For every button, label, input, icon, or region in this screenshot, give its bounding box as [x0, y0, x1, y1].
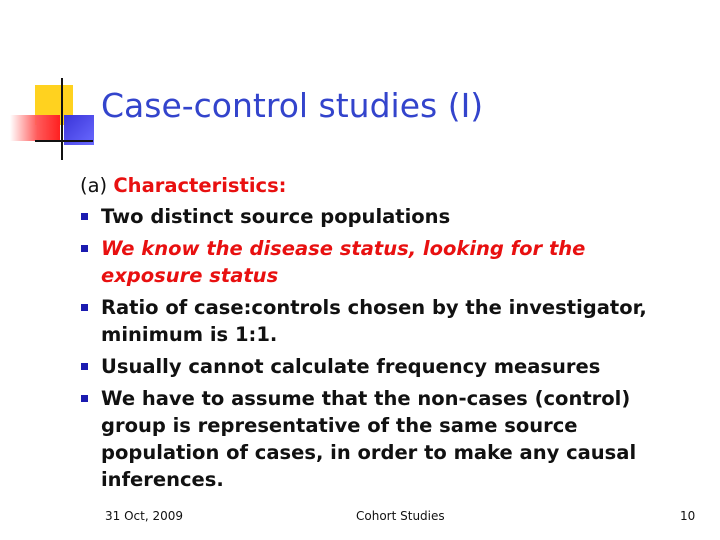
bullet-square-icon	[81, 363, 88, 370]
bullet-square-icon	[81, 213, 88, 220]
bullet-square-icon	[81, 395, 88, 402]
bullet-text: Usually cannot calculate frequency measures	[101, 355, 601, 378]
decor-red-bar	[10, 115, 60, 141]
subheading	[80, 172, 680, 199]
footer-title: Cohort Studies	[356, 509, 445, 523]
subheading-prefix: (a)	[80, 174, 108, 197]
bullet-square-icon	[81, 245, 88, 252]
bullet-square-icon	[81, 304, 88, 311]
decor-horizontal-line	[35, 140, 93, 142]
bullet-text: We know the disease status, looking for the exposure status	[101, 237, 586, 287]
subheading-highlight: Characteristics:	[113, 174, 287, 197]
bullet-text: Ratio of case:controls chosen by the investigator, minimum is 1:1.	[101, 296, 647, 346]
bullet-item	[80, 203, 680, 230]
bullet-item	[80, 353, 680, 380]
decor-vertical-line	[61, 78, 63, 160]
bullet-item	[80, 235, 680, 289]
bullet-item	[80, 385, 680, 493]
bullet-item	[80, 294, 680, 348]
footer-page-number: 10	[680, 509, 696, 523]
bullet-text: Two distinct source populations	[101, 205, 451, 228]
bullet-text: We have to assume that the non-cases (control) group is representative of the same source population of cases, in order to make any causal inferences.	[101, 387, 637, 491]
footer-date: 31 Oct, 2009	[105, 509, 183, 523]
slide-body	[80, 172, 680, 498]
slide-title: Case-control studies (I)	[101, 86, 484, 125]
bullet-list	[80, 203, 680, 493]
